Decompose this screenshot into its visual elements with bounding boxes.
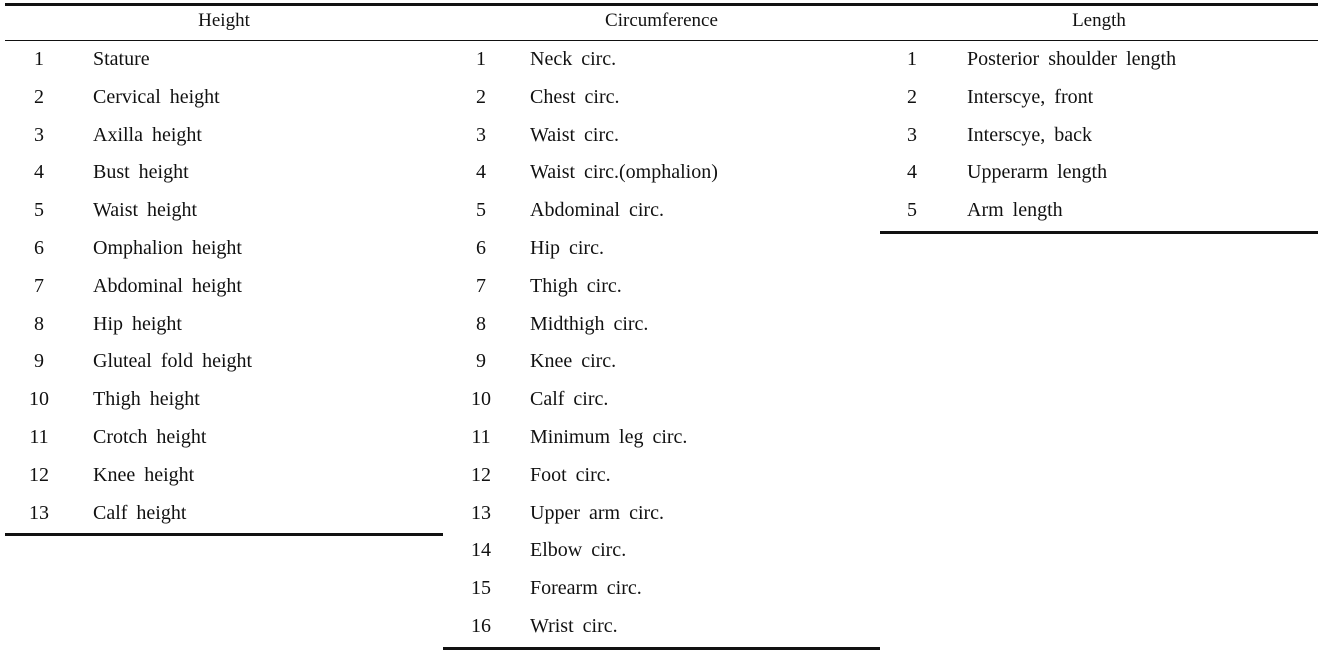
row-number: 3: [476, 123, 486, 146]
table-row: [880, 154, 1318, 192]
row-number: 12: [471, 463, 491, 486]
table-row: [443, 154, 880, 192]
row-number: 11: [471, 425, 491, 448]
length-header: Length: [1072, 10, 1126, 31]
table-row: [443, 343, 880, 381]
measurement-name: Knee height: [93, 463, 195, 486]
row-number: 10: [471, 388, 491, 411]
measurement-name: Axilla height: [93, 123, 202, 146]
table-row: [880, 117, 1318, 155]
table-row: [443, 268, 880, 306]
measurement-name: Upperarm length: [967, 161, 1108, 184]
table-row: [443, 495, 880, 533]
row-number: 6: [34, 236, 44, 259]
table-row: [5, 306, 443, 344]
measurement-name: Interscye, front: [967, 85, 1094, 108]
table-row: [5, 381, 443, 419]
height-header: Height: [198, 10, 250, 31]
measurement-name: Wrist circ.: [530, 614, 618, 637]
measurement-name: Hip height: [93, 312, 182, 335]
table-row: [5, 41, 443, 79]
row-number: 1: [476, 48, 486, 70]
row-number: 3: [34, 123, 44, 146]
table-row: [5, 230, 443, 268]
row-number: 4: [907, 161, 917, 184]
length-rows: [880, 41, 1318, 230]
measurement-name: Omphalion height: [93, 236, 242, 259]
circumference-rows: [443, 41, 880, 646]
table-row: [880, 79, 1318, 117]
row-number: 12: [29, 463, 49, 486]
measurement-name: Thigh circ.: [530, 274, 622, 297]
measurement-name: Calf circ.: [530, 388, 609, 411]
row-number: 2: [34, 85, 44, 108]
measurement-name: Thigh height: [93, 388, 200, 411]
measurement-name: Hip circ.: [530, 236, 604, 259]
row-number: 8: [476, 312, 486, 335]
row-number: 14: [471, 539, 491, 562]
table-row: [443, 117, 880, 155]
row-number: 5: [34, 199, 44, 222]
table-row: [5, 419, 443, 457]
table-row: [880, 41, 1318, 79]
row-number: 8: [34, 312, 44, 335]
table-row: [443, 306, 880, 344]
measurement-name: Interscye, back: [967, 123, 1093, 146]
row-number: 4: [34, 161, 44, 184]
table-row: [443, 381, 880, 419]
row-number: 13: [29, 501, 49, 524]
table-row: [5, 117, 443, 155]
measurement-name: Minimum leg circ.: [530, 425, 688, 448]
row-number: 11: [29, 425, 49, 448]
table-row: [443, 419, 880, 457]
measurement-name: Cervical height: [93, 85, 220, 108]
measurement-name: Gluteal fold height: [93, 350, 253, 373]
row-number: 9: [476, 350, 486, 373]
measurement-name: Stature: [93, 48, 150, 70]
table-row: [443, 608, 880, 646]
table-row: [5, 192, 443, 230]
measurement-name: Waist circ.(omphalion): [530, 161, 718, 184]
table-top-rule: [5, 3, 1318, 6]
measurement-name: Chest circ.: [530, 85, 620, 108]
measurement-name: Foot circ.: [530, 463, 611, 486]
row-number: 16: [471, 614, 491, 637]
table-row: [5, 343, 443, 381]
row-number: 13: [471, 501, 491, 524]
measurement-name: Crotch height: [93, 425, 207, 448]
row-number: 1: [34, 48, 44, 70]
measurement-name: Knee circ.: [530, 350, 617, 373]
row-number: 10: [29, 388, 49, 411]
measurement-name: Posterior shoulder length: [967, 48, 1177, 70]
row-number: 7: [34, 274, 44, 297]
table-row: [443, 41, 880, 79]
table-row: [443, 230, 880, 268]
row-number: 2: [476, 85, 486, 108]
table-row: [443, 457, 880, 495]
measurement-name: Neck circ.: [530, 48, 617, 70]
table-row: [5, 268, 443, 306]
measurement-name: Waist height: [93, 199, 198, 222]
row-number: 5: [476, 199, 486, 222]
measurement-name: Arm length: [967, 199, 1063, 222]
table-row: [5, 79, 443, 117]
section-bottom-rule: [5, 533, 443, 536]
circumference-header: Circumference: [605, 10, 718, 31]
row-number: 5: [907, 199, 917, 222]
section-bottom-rule: [443, 647, 880, 650]
row-number: 3: [907, 123, 917, 146]
row-number: 9: [34, 350, 44, 373]
measurement-name: Abdominal height: [93, 274, 242, 297]
table-row: [443, 570, 880, 608]
section-bottom-rule: [880, 231, 1318, 234]
row-number: 15: [471, 577, 491, 600]
height-rows: [5, 41, 443, 532]
table-row: [5, 457, 443, 495]
row-number: 1: [907, 48, 917, 70]
measurement-name: Abdominal circ.: [530, 199, 664, 222]
measurement-name: Bust height: [93, 161, 189, 184]
measurement-name: Calf height: [93, 501, 187, 524]
table-row: [443, 532, 880, 570]
row-number: 2: [907, 85, 917, 108]
table-row: [880, 192, 1318, 230]
table-row: [443, 192, 880, 230]
row-number: 6: [476, 236, 486, 259]
row-number: 7: [476, 274, 486, 297]
measurement-name: Waist circ.: [530, 123, 620, 146]
table-row: [5, 154, 443, 192]
measurement-name: Midthigh circ.: [530, 312, 649, 335]
row-number: 4: [476, 161, 486, 184]
measurement-name: Upper arm circ.: [530, 501, 665, 524]
table-row: [443, 79, 880, 117]
measurement-name: Elbow circ.: [530, 539, 627, 562]
table-row: [5, 495, 443, 533]
measurement-name: Forearm circ.: [530, 577, 642, 600]
